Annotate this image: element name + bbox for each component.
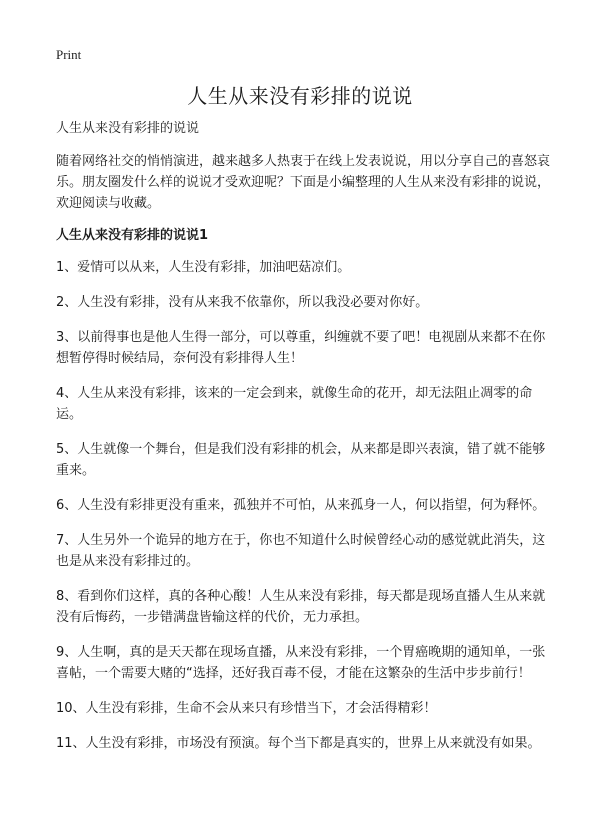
list-item: 1、爱情可以从来，人生没有彩排，加油吧菇凉们。 (56, 260, 351, 275)
section-heading: 人生从来没有彩排的说说1 (56, 228, 209, 243)
list-item: 3、以前得事也是他人生得一部分，可以尊重，纠缠就不要了吧！电视剧从来都不在你想暂停得时候结局，奈何没有彩排得人生！ (56, 330, 546, 366)
list-item: 2、人生没有彩排，没有从来我不依靠你，所以我没必要对你好。 (56, 295, 429, 310)
list-item: 11、人生没有彩排，市场没有预演。每个当下都是真实的，世界上从来就没有如果。 (56, 736, 541, 751)
print-link[interactable]: Print (56, 47, 82, 62)
list-item: 4、人生从来没有彩排，该来的一定会到来，就像生命的花开，却无法阻止凋零的命运。 (56, 386, 533, 422)
list-item: 8、看到你们这样，真的各种心酸！人生从来没有彩排，每天都是现场直播人生从来就没有后悔药，一步错满盘皆输这样的代价，无力承担。 (56, 589, 546, 625)
list-item: 5、人生就像一个舞台，但是我们没有彩排的机会，从来都是即兴表演，错了就不能够重来。 (56, 442, 546, 478)
article-subtitle: 人生从来没有彩排的说说 (56, 121, 200, 136)
list-item: 6、人生没有彩排更没有重来，孤独并不可怕，从来孤身一人，何以指望，何为释怀。 (56, 498, 546, 513)
list-item: 9、人生啊，真的是天天都在现场直播，从来没有彩排，一个胃癌晚期的通知单，一张喜帖，一个需要大赌的“选择，还好我百毒不侵，才能在这繁杂的生活中步步前行！ (56, 645, 546, 681)
intro-paragraph: 随着网络社交的悄悄演进，越来越多人热衷于在线上发表说说，用以分享自己的喜怒哀乐。朋友圈发什么样的说说才受欢迎呢？下面是小编整理的人生从来没有彩排的说说，欢迎阅读与收藏。 (56, 154, 551, 211)
list-item: 10、人生没有彩排，生命不会从来只有珍惜当下，才会活得精彩！ (56, 701, 437, 716)
article-body (56, 118, 550, 768)
page-title: 人生从来没有彩排的说说 (187, 84, 413, 108)
list-item: 7、人生另外一个诡异的地方在于，你也不知道什么时候曾经心动的感觉就此消失，这也是从来没有彩排过的。 (56, 533, 546, 569)
